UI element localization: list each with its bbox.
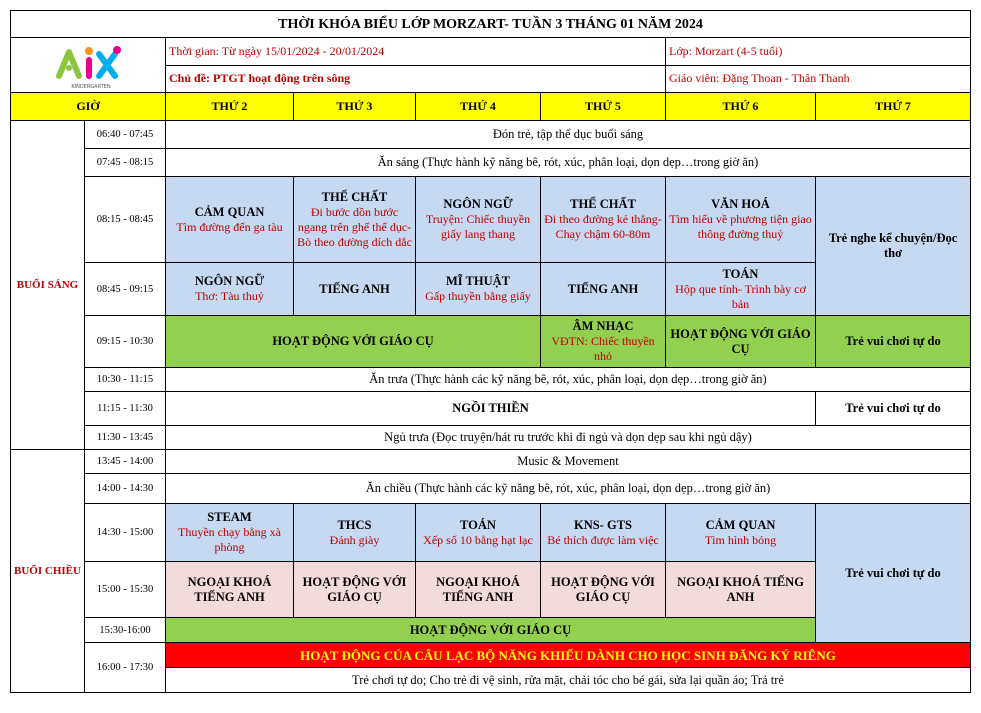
activity-arrival: Đón trẻ, tập thể dục buổi sáng bbox=[166, 121, 971, 149]
info-theme: Chủ đề: PTGT hoạt động trên sông bbox=[166, 65, 666, 93]
lesson-cell bbox=[166, 504, 294, 562]
timetable-sheet bbox=[10, 10, 971, 693]
session-morning: BUỔI SÁNG bbox=[11, 121, 85, 450]
lesson-cell bbox=[416, 504, 541, 562]
activity-montessori-afternoon: HOẠT ĐỘNG VỚI GIÁO CỤ bbox=[166, 618, 816, 643]
lesson-desc: Đi theo đường kẻ thẳng- Chạy chậm 60-80m bbox=[544, 212, 662, 241]
info-time: Thời gian: Từ ngày 15/01/2024 - 20/01/2024 bbox=[166, 38, 666, 66]
activity-nap: Ngủ trưa (Đọc truyện/hát ru trước khi đi ngủ và dọn dẹp sau khi ngủ dậy) bbox=[166, 426, 971, 450]
lesson-subject: THỂ CHẤT bbox=[570, 197, 636, 211]
activity-breakfast: Ăn sáng (Thực hành kỹ năng bê, rót, xúc, phân loại, dọn dẹp…trong giờ ăn) bbox=[166, 149, 971, 177]
lesson-desc: Đánh giày bbox=[329, 532, 380, 547]
lesson-cell bbox=[416, 177, 541, 263]
extracurricular-cell: HOẠT ĐỘNG VỚI GIÁO CỤ bbox=[541, 562, 666, 618]
lesson-subject: TOÁN bbox=[460, 517, 496, 532]
time-slot: 14:00 - 14:30 bbox=[85, 474, 166, 504]
lesson-desc: Truyện: Chiếc thuyền giấy lang thang bbox=[425, 212, 531, 241]
lesson-subject: ÂM NHẠC bbox=[572, 319, 634, 333]
lesson-cell bbox=[541, 263, 666, 316]
lesson-subject: MĨ THUẬT bbox=[445, 274, 510, 288]
lesson-subject: KNS- GTS bbox=[573, 517, 632, 532]
lesson-subject: STEAM bbox=[207, 510, 252, 524]
activity-afternoon-meal: Ăn chiều (Thực hành các kỹ năng bê, rót, xúc, phân loại, dọn dẹp…trong giờ ăn) bbox=[166, 474, 971, 504]
header-thu-4: THỨ 4 bbox=[416, 93, 541, 121]
lesson-cell bbox=[541, 316, 666, 368]
lesson-cell bbox=[294, 504, 416, 562]
lesson-subject: CẢM QUAN bbox=[194, 204, 265, 219]
lesson-subject: NGÔN NGỮ bbox=[194, 274, 265, 288]
activity-talent-club: HOẠT ĐỘNG CỦA CÂU LẠC BỘ NĂNG KHIẾU DÀNH CHO HỌC SINH ĐĂNG KÝ RIÊNG bbox=[166, 643, 971, 668]
lesson-desc: Đi bước dồn bước ngang trên ghế thể dục- Bò theo đường dích dắc bbox=[297, 204, 412, 249]
lesson-desc: VĐTN: Chiếc thuyền nhỏ bbox=[551, 334, 655, 363]
extracurricular-cell: NGOẠI KHOÁ TIẾNG ANH bbox=[166, 562, 294, 618]
lesson-subject: THỂ CHẤT bbox=[321, 189, 388, 204]
time-slot: 10:30 - 11:15 bbox=[85, 368, 166, 392]
lesson-cell bbox=[166, 177, 294, 263]
activity-music-movement: Music & Movement bbox=[166, 450, 971, 474]
lesson-cell bbox=[541, 504, 666, 562]
header-thu-3: THỨ 3 bbox=[294, 93, 416, 121]
time-slot: 06:40 - 07:45 bbox=[85, 121, 166, 149]
lesson-desc: Tìm hiểu về phương tiện giao thông đường thuỷ bbox=[669, 212, 812, 241]
aik-logo-icon bbox=[55, 42, 127, 92]
activity-pickup: Trẻ chơi tự do; Cho trẻ đi vệ sinh, rửa mặt, chải tóc cho bé gái, sửa lại quần áo; Trả trẻ bbox=[166, 668, 971, 693]
time-slot: 13:45 - 14:00 bbox=[85, 450, 166, 474]
lesson-desc: Tìm hình bóng bbox=[704, 532, 777, 547]
time-slot: 09:15 - 10:30 bbox=[85, 316, 166, 368]
saturday-free-play: Trẻ vui chơi tự do bbox=[816, 316, 971, 368]
time-slot: 08:45 - 09:15 bbox=[85, 263, 166, 316]
lesson-desc: Thơ: Tàu thuỷ bbox=[195, 289, 264, 303]
lesson-cell bbox=[666, 263, 816, 316]
school-logo bbox=[11, 38, 166, 93]
time-slot: 11:30 - 13:45 bbox=[85, 426, 166, 450]
lesson-desc: Gấp thuyền bằng giấy bbox=[425, 289, 531, 303]
info-teachers: Giáo viên: Đặng Thoan - Thân Thanh bbox=[666, 65, 971, 93]
lesson-subject: TOÁN bbox=[722, 266, 759, 281]
page-title: THỜI KHÓA BIỂU LỚP MORZART- TUẦN 3 THÁNG 01 NĂM 2024 bbox=[11, 11, 971, 38]
saturday-morning-activity: Trẻ nghe kể chuyện/Đọc thơ bbox=[816, 177, 971, 316]
session-afternoon: BUỔI CHIỀU bbox=[11, 450, 85, 693]
lesson-cell bbox=[416, 263, 541, 316]
activity-lunch: Ăn trưa (Thực hành các kỹ năng bê, rót, xúc, phân loại, dọn dẹp…trong giờ ăn) bbox=[166, 368, 971, 392]
lesson-subject: NGÔN NGỮ bbox=[443, 197, 513, 211]
activity-montessori: HOẠT ĐỘNG VỚI GIÁO CỤ bbox=[166, 316, 541, 368]
logo-text: KINDERGARTEN bbox=[71, 84, 111, 90]
lesson-cell bbox=[294, 177, 416, 263]
lesson-desc: Xếp số 10 bằng hạt lạc bbox=[423, 532, 533, 547]
header-thu-5: THỨ 5 bbox=[541, 93, 666, 121]
lesson-subject: THCS bbox=[337, 517, 372, 532]
lesson-subject: TIẾNG ANH bbox=[567, 281, 639, 296]
time-slot: 08:15 - 08:45 bbox=[85, 177, 166, 263]
lesson-cell bbox=[666, 504, 816, 562]
lesson-cell bbox=[541, 177, 666, 263]
time-slot: 07:45 - 08:15 bbox=[85, 149, 166, 177]
info-class: Lớp: Morzart (4-5 tuổi) bbox=[666, 38, 971, 66]
lesson-subject: TIẾNG ANH bbox=[319, 281, 390, 296]
saturday-free-play: Trẻ vui chơi tự do bbox=[816, 392, 971, 426]
lesson-cell bbox=[666, 177, 816, 263]
timetable bbox=[10, 10, 971, 693]
header-time: GIỜ bbox=[11, 93, 166, 121]
time-slot: 15:00 - 15:30 bbox=[85, 562, 166, 618]
time-slot: 11:15 - 11:30 bbox=[85, 392, 166, 426]
lesson-subject: CẢM QUAN bbox=[705, 517, 776, 532]
lesson-cell bbox=[166, 263, 294, 316]
lesson-desc: Tìm đường đến ga tàu bbox=[176, 219, 283, 234]
time-slot: 14:30 - 15:00 bbox=[85, 504, 166, 562]
time-slot: 15:30-16:00 bbox=[85, 618, 166, 643]
extracurricular-cell: HOẠT ĐỘNG VỚI GIÁO CỤ bbox=[294, 562, 416, 618]
time-slot: 16:00 - 17:30 bbox=[85, 643, 166, 693]
extracurricular-cell: NGOẠI KHOÁ TIẾNG ANH bbox=[666, 562, 816, 618]
header-thu-2: THỨ 2 bbox=[166, 93, 294, 121]
activity-montessori-thu6: HOẠT ĐỘNG VỚI GIÁO CỤ bbox=[666, 316, 816, 368]
lesson-cell bbox=[294, 263, 416, 316]
lesson-desc: Thuyền chạy bằng xà phòng bbox=[178, 525, 281, 554]
extracurricular-cell: NGOẠI KHOÁ TIẾNG ANH bbox=[416, 562, 541, 618]
lesson-subject: VĂN HOÁ bbox=[711, 197, 770, 211]
lesson-desc: Bé thích được làm việc bbox=[547, 532, 659, 547]
lesson-desc: Hộp que tính- Trình bày cơ bản bbox=[675, 281, 806, 311]
header-thu-6: THỨ 6 bbox=[666, 93, 816, 121]
activity-meditation: NGỒI THIỀN bbox=[166, 392, 816, 426]
header-thu-7: THỨ 7 bbox=[816, 93, 971, 121]
saturday-afternoon-activity: Trẻ vui chơi tự do bbox=[816, 504, 971, 643]
